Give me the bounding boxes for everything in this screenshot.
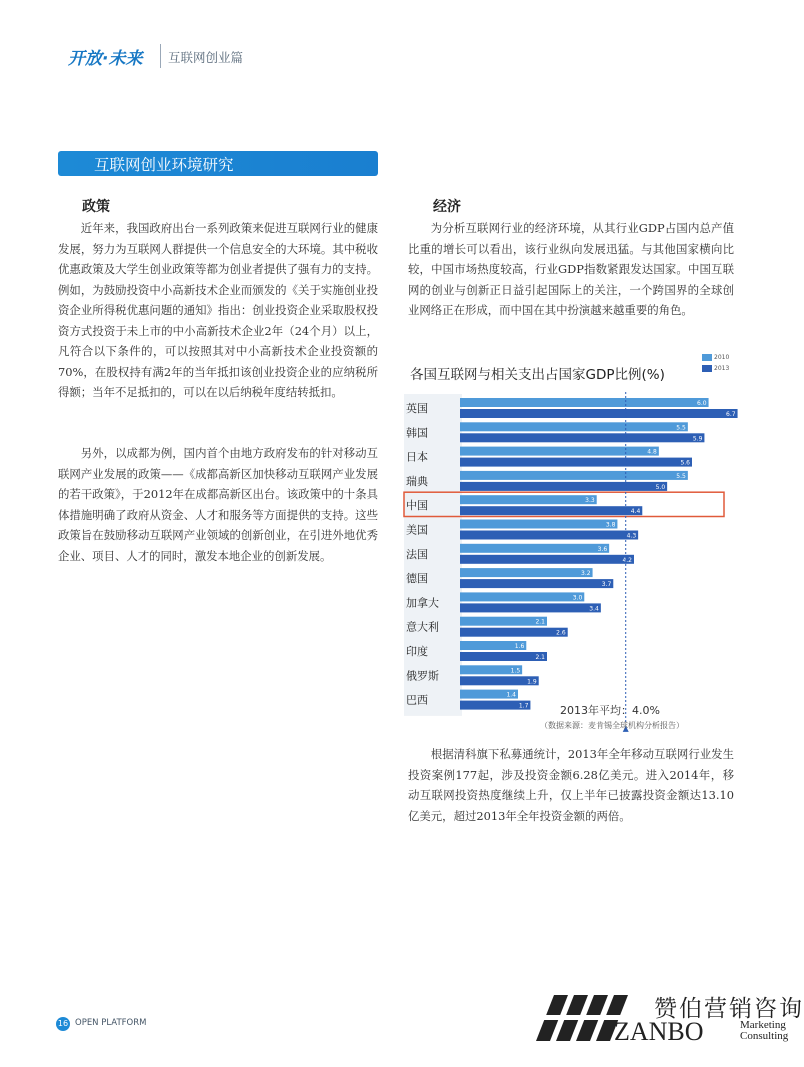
bar-2013: [460, 579, 613, 588]
bar-2010: [460, 568, 593, 577]
header-divider: [160, 44, 161, 68]
bar-value-label: 2.1: [535, 654, 545, 661]
bar-2010: [460, 398, 709, 407]
category-label: 法国: [406, 547, 428, 561]
policy-paragraph-1: 近年来，我国政府出台一系列政策来促进互联网行业的健康发展，努力为互联网人群提供一个信息安全的大环境。其中税收优惠政策及大学生创业政策等都为创业者提供了强有力的支持。例如，为鼓励投资中小高新技术企业而颁发的《关于实施创业投资企业所得税优惠问题的通知》指出：创业投资企业采取股权投资方式投资于未上市的中小高新技术企业2年（24个月）以上，凡符合以下条件的，可以按照其对中小高新技术企业投资额的70%，在股权持有满2年的当年抵扣该创业投资企业的应纳税所得额；当年不足抵扣的，可以在以后纳税年度结转抵扣。: [58, 221, 378, 399]
bar-value-label: 2.6: [556, 629, 566, 637]
bar-value-label: 3.8: [605, 521, 616, 529]
bar-2010: [460, 495, 597, 504]
economy-paragraph-1: 为分析互联网行业的经济环境，从其行业GDP占国内总产值比重的增长可以看出，该行业纵向发展迅猛。与其他国家横向比较，中国市场热度较高，行业GDP指数紧跟发达国家。中国互联网的创业与创新正日益引起国际上的关注，一个跨国界的全球创业网络正在形成，而中国在其中扮演越来越重要的角色。: [408, 221, 734, 317]
category-label: 德国: [406, 572, 428, 586]
bar-value-label: 5.5: [676, 424, 686, 432]
bar-value-label: 5.0: [655, 483, 666, 491]
brand-name-en: ZANBO: [614, 1017, 704, 1046]
category-label: 韩国: [406, 426, 428, 440]
chart-plot: [398, 345, 743, 710]
bar-2013: [460, 482, 667, 491]
category-label: 日本: [406, 450, 428, 464]
bar-2013: [460, 628, 568, 637]
bar-2010: [460, 544, 609, 553]
bar-value-label: 5.9: [692, 435, 703, 443]
brand-name-cn: 赞伯营销咨询: [654, 996, 804, 1022]
policy-paragraph-2: 另外，以成都为例，国内首个由地方政府发布的针对移动互联网产业发展的政策——《成都高新区加快移动互联网产业发展的若干政策》，于2012年在成都高新区出台。该政策中的十条具体措施明确了政府从资金、人才和服务等方面提供的支持。这些政策旨在鼓励移动互联网产业领域的创新创业，在引进外地优秀企业、项目、人才的同时，激发本地企业的创新发展。: [58, 446, 378, 563]
brand-tagline-line1: Marketing: [740, 1019, 786, 1031]
chart-title: 各国互联网与相关支出占国家GDP比例(%): [410, 367, 665, 383]
bar-2013: [460, 409, 738, 418]
bar-value-label: 1.5: [510, 667, 521, 675]
bar-value-label: 1.7: [518, 702, 529, 710]
bar-value-label: 3.6: [597, 545, 608, 553]
brand-tagline-line2: Consulting: [740, 1030, 789, 1042]
bar-value-label: 3.4: [589, 605, 599, 613]
category-label: 美国: [406, 523, 428, 537]
bar-value-label: 2.1: [535, 618, 545, 626]
bar-value-label: 4.4: [630, 508, 641, 516]
bar-value-label: 3.0: [572, 594, 583, 602]
bar-value-label: 6.7: [726, 411, 736, 418]
chart-average-label: 2013年平均：4.0%: [560, 704, 660, 717]
gdp-chart: [398, 345, 743, 740]
bar-2010: [460, 520, 617, 529]
chart-source: （数据来源：麦肯锡全球机构分析报告）: [540, 721, 684, 730]
category-label: 俄罗斯: [406, 669, 439, 683]
bar-2010: [460, 447, 659, 456]
category-label: 中国: [406, 499, 428, 513]
bar-2013: [460, 458, 692, 467]
category-label: 意大利: [406, 620, 439, 634]
bar-2010: [460, 422, 688, 431]
category-label: 英国: [406, 402, 428, 415]
bar-2013: [460, 506, 642, 515]
legend-label-2013: 2013: [714, 365, 730, 372]
bar-value-label: 1.4: [506, 691, 516, 699]
section-banner-title: 互联网创业环境研究: [94, 156, 234, 174]
bar-2013: [460, 555, 634, 564]
bar-2010: [460, 592, 584, 601]
header-logo: 开放·未来: [68, 49, 143, 69]
bar-value-label: 5.5: [676, 472, 686, 480]
brand-tagline: [740, 1020, 788, 1042]
bar-2013: [460, 603, 601, 612]
bar-value-label: 1.6: [514, 643, 525, 650]
bar-value-label: 3.7: [601, 581, 612, 589]
bar-value-label: 4.8: [647, 448, 657, 456]
category-label: 瑞典: [406, 474, 428, 488]
legend-label-2010: 2010: [714, 354, 730, 361]
bar-value-label: 5.6: [680, 459, 690, 467]
footer-label: OPEN PLATFORM: [75, 1018, 147, 1028]
bar-value-label: 4.3: [626, 532, 637, 540]
bar-2013: [460, 652, 547, 661]
bar-2010: [460, 617, 547, 626]
category-label: 印度: [406, 645, 428, 658]
header-section-title: 互联网创业篇: [168, 50, 244, 65]
bar-value-label: 3.3: [585, 497, 595, 505]
economy-heading: 经济: [433, 199, 461, 215]
bar-2013: [460, 531, 638, 540]
bar-value-label: 3.2: [581, 570, 591, 578]
bar-2013: [460, 433, 704, 442]
bar-value-label: 1.9: [527, 678, 537, 686]
policy-heading: 政策: [82, 199, 110, 215]
bar-value-label: 4.2: [622, 556, 632, 564]
page-number: 16: [56, 1017, 70, 1031]
category-label: 巴西: [406, 693, 428, 707]
economy-paragraph-2: 根据清科旗下私募通统计，2013年全年移动互联网行业发生投资案例177起，涉及投资金额6.28亿美元。进入2014年，移动互联网投资热度继续上升，仅上半年已披露投资金额达13.10亿美元，超过2013年全年投资金额的两倍。: [408, 747, 734, 823]
bar-value-label: 6.0: [697, 400, 707, 407]
category-label: 加拿大: [406, 596, 439, 610]
bar-2010: [460, 471, 688, 480]
